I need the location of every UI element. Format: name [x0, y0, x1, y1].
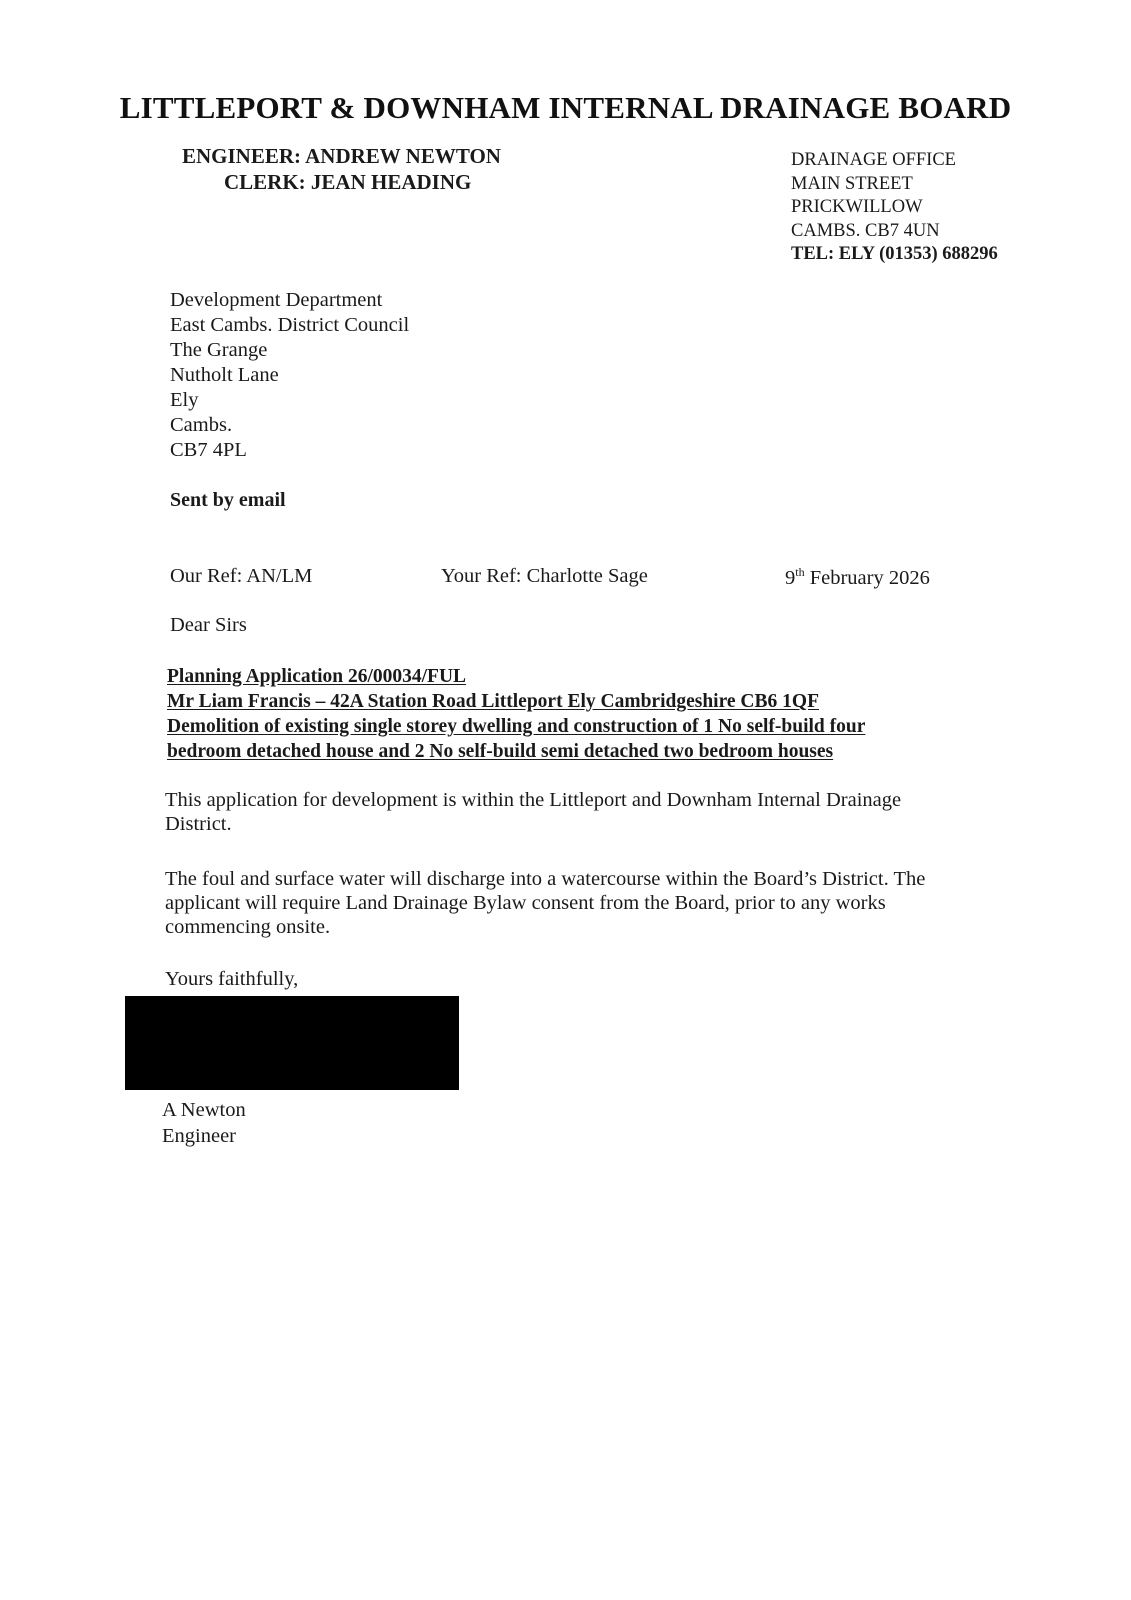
recipient-line: The Grange: [170, 339, 268, 361]
your-reference: Your Ref: Charlotte Sage: [441, 565, 648, 587]
date-month-year: February 2026: [804, 566, 930, 589]
date-day: 9: [785, 566, 796, 589]
office-telephone: TEL: ELY (01353) 688296: [791, 244, 998, 264]
recipient-address: [170, 288, 409, 463]
date-ordinal: th: [795, 565, 805, 579]
body-paragraph-consent: The foul and surface water will discharge into a watercourse within the Board’s District. The applicant will require Land Drainage Bylaw consent from the Board, prior to any works commencing onsite.: [165, 868, 926, 938]
recipient-line: Cambs.: [170, 414, 233, 436]
signature-redaction: [125, 996, 459, 1090]
clerk-line: CLERK: JEAN HEADING: [224, 170, 472, 194]
office-address-line: DRAINAGE OFFICE: [791, 150, 956, 170]
office-address: [791, 149, 998, 267]
recipient-line: Nutholt Lane: [170, 364, 279, 386]
recipient-line: Development Department: [170, 289, 383, 311]
engineer-line: ENGINEER: ANDREW NEWTON: [182, 144, 501, 168]
signatory-block: [162, 1097, 246, 1149]
our-reference: Our Ref: AN/LM: [170, 565, 313, 587]
body-paragraph-district: This application for development is within the Littleport and Downham Internal Drainage District.: [165, 789, 902, 835]
subject-description-line: bedroom detached house and 2 No self-build semi detached two bedroom houses: [167, 741, 834, 762]
subject-applicant-site: Mr Liam Francis – 42A Station Road Littleport Ely Cambridgeshire CB6 1QF: [167, 691, 819, 712]
recipient-line: CB7 4PL: [170, 439, 247, 461]
officers-block: [182, 143, 501, 195]
closing: Yours faithfully,: [165, 968, 299, 990]
subject-heading: [167, 664, 865, 764]
board-title: LITTLEPORT & DOWNHAM INTERNAL DRAINAGE BOARD: [119, 90, 1012, 125]
salutation: Dear Sirs: [170, 614, 247, 636]
letter-date: [785, 565, 930, 590]
subject-description-line: Demolition of existing single storey dwelling and construction of 1 No self-build four: [167, 716, 866, 737]
office-address-line: CAMBS. CB7 4UN: [791, 220, 940, 241]
office-address-line: MAIN STREET: [791, 173, 913, 194]
sent-by-email: Sent by email: [170, 489, 286, 511]
subject-application-ref: Planning Application 26/00034/FUL: [167, 666, 467, 687]
signatory-name: A Newton: [162, 1099, 246, 1121]
recipient-line: Ely: [170, 389, 199, 411]
signatory-role: Engineer: [162, 1125, 236, 1147]
recipient-line: East Cambs. District Council: [170, 314, 410, 336]
office-address-line: PRICKWILLOW: [791, 197, 923, 217]
